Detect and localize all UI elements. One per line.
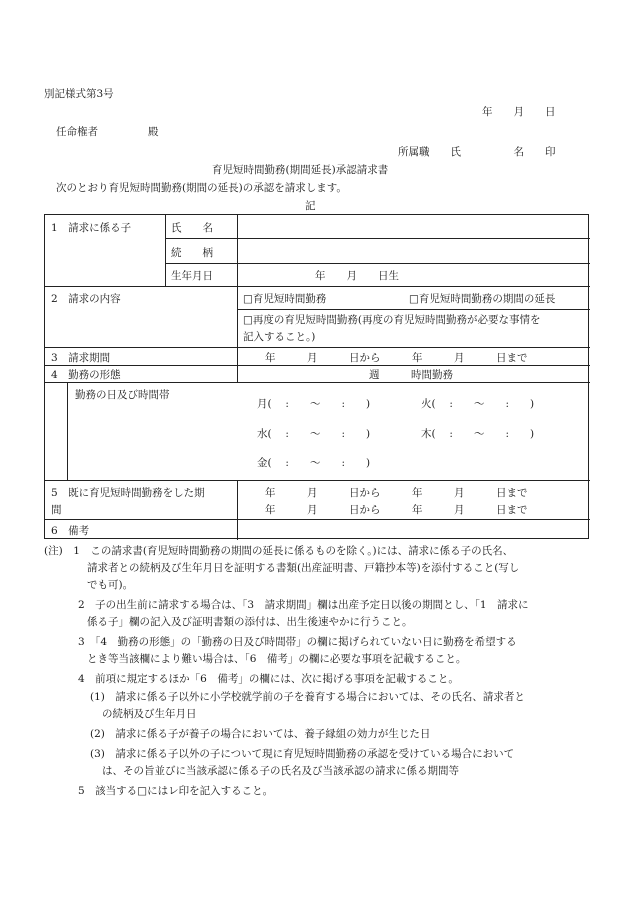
date-line: 年 月 日 xyxy=(482,106,556,118)
note-line: 4 前項に規定するほか「6 備考」の欄には、次に掲げる事項を記載すること。 xyxy=(78,673,459,685)
friday-hours: 金( : 〜 : ) xyxy=(257,457,371,469)
addressee-suffix: 殿 xyxy=(148,126,159,138)
row-remarks-label: 6 備考 xyxy=(51,525,90,537)
note-line: は、その旨並びに当該承認に係る子の氏名及び当該承認の請求に係る期間等 xyxy=(102,765,459,777)
divider xyxy=(165,263,590,264)
option-short-time-checkbox[interactable]: □育児短時間勤務 xyxy=(243,293,327,305)
prev-period-2: 年 月 日から 年 月 日まで xyxy=(265,504,528,516)
note-line: (1) 請求に係る子以外に小学校就学前の子を養育する場合においては、その氏名、請求者と xyxy=(90,691,525,703)
relation-label: 続 柄 xyxy=(171,247,213,259)
divider xyxy=(45,286,590,287)
ki-mark: 記 xyxy=(305,200,316,212)
divider xyxy=(237,215,238,382)
row-child-label: 1 請求に係る子 xyxy=(51,222,132,234)
note-line: (3) 請求に係る子以外の子について現に育児短時間勤務の承認を受けている場合において xyxy=(90,748,515,760)
option-again-checkbox[interactable]: □再度の育児短時間勤務(再度の育児短時間勤務が必要な事情を xyxy=(243,314,541,326)
monday-hours: 月( : 〜 : ) xyxy=(257,398,371,410)
row-prev-period-label: 5 既に育児短時間勤務をした期 xyxy=(51,487,205,499)
intro-text: 次のとおり育児短時間勤務(期間の延長)の承認を請求します。 xyxy=(56,182,347,194)
divider xyxy=(237,309,590,310)
note-line: 2 子の出生前に請求する場合は、「3 請求期間」欄は出産予定日以後の期間とし、「1 請求に xyxy=(78,599,529,611)
divider xyxy=(237,480,238,540)
note-line: でも可)。 xyxy=(87,579,134,591)
note-line: (2) 請求に係る子が養子の場合においては、養子縁組の効力が生じた日 xyxy=(90,728,431,740)
divider xyxy=(45,365,590,366)
note-line: 3 「4 勤務の形態」の「勤務の日及び時間帯」の欄に掲げられていない日に勤務を希望する xyxy=(78,636,517,648)
name-label: 氏 名 xyxy=(171,222,213,234)
birthdate-value: 年 月 日生 xyxy=(315,270,399,282)
divider xyxy=(165,215,166,286)
note-line: とき等当該欄により難い場合は、「6 備考」の欄に必要な事項を記載すること。 xyxy=(87,653,467,665)
row-content-label: 2 請求の内容 xyxy=(51,293,121,305)
option-again-note: 記入すること。) xyxy=(243,331,316,343)
work-form-value: 週 時間勤務 xyxy=(369,369,453,381)
row-work-form-label: 4 勤務の形態 xyxy=(51,369,121,381)
prev-period-1: 年 月 日から 年 月 日まで xyxy=(265,487,528,499)
divider xyxy=(45,519,590,520)
note-line: (注) 1 この請求書(育児短時間勤務の期間の延長に係るものを除く。)には、請求に係る子の氏名、 xyxy=(44,545,514,557)
option-extension-checkbox[interactable]: □育児短時間勤務の期間の延長 xyxy=(409,293,556,305)
divider xyxy=(45,480,590,481)
note-line: 5 該当する□にはレ印を記入すること。 xyxy=(78,785,274,797)
birthdate-label: 生年月日 xyxy=(171,270,213,282)
wednesday-hours: 水( : 〜 : ) xyxy=(257,428,371,440)
note-line: 係る子」欄の記入及び証明書類の添付は、出生後速やかに行うこと。 xyxy=(87,616,413,628)
thursday-hours: 木( : 〜 : ) xyxy=(421,428,535,440)
request-form-table xyxy=(44,214,589,539)
divider xyxy=(67,382,68,480)
note-line: の続柄及び生年月日 xyxy=(102,708,197,720)
period-value: 年 月 日から 年 月 日まで xyxy=(265,352,528,364)
tuesday-hours: 火( : 〜 : ) xyxy=(421,398,535,410)
addressee-label: 任命権者 xyxy=(56,126,98,138)
applicant-line: 所属職 氏 名 印 xyxy=(398,146,556,158)
form-number: 別記様式第3号 xyxy=(44,88,114,100)
page-title: 育児短時間勤務(期間延長)承認請求書 xyxy=(212,164,389,176)
divider xyxy=(165,238,590,239)
note-line: 請求者との続柄及び生年月日を証明する書類(出産証明書、戸籍抄本等)を添付すること(写し xyxy=(87,562,520,574)
row-period-label: 3 請求期間 xyxy=(51,352,111,364)
days-label: 勤務の日及び時間帯 xyxy=(75,389,170,401)
row-prev-period-label-cont: 間 xyxy=(51,504,62,516)
divider xyxy=(45,347,590,348)
divider xyxy=(45,382,590,383)
